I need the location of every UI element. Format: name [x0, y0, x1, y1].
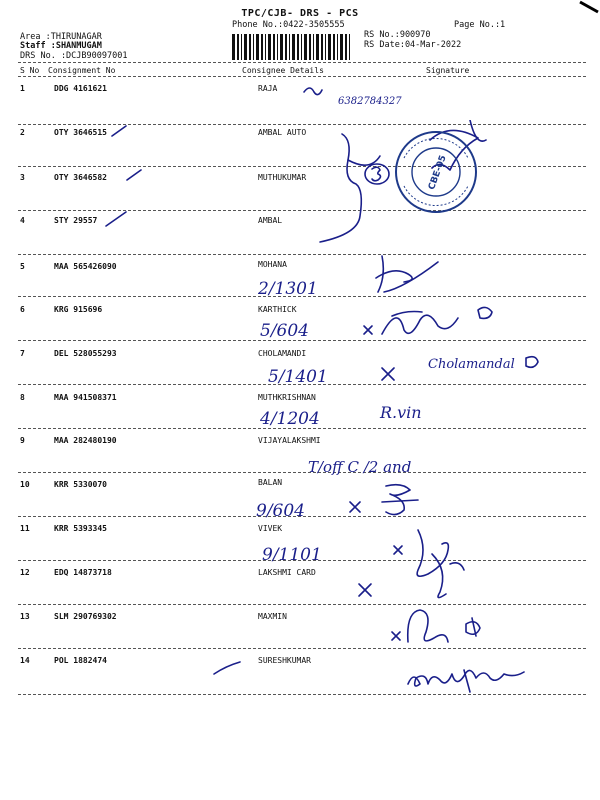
row-consignee: LAKSHMI CARD	[258, 568, 316, 577]
row-sno: 9	[20, 436, 25, 445]
row-consignment: OTY 3646582	[54, 173, 107, 182]
handwritten-note-text: T/off C /2 and	[308, 458, 412, 476]
barcode-bar	[268, 34, 271, 60]
page-title: TPC/CJB- DRS - PCS	[241, 8, 359, 19]
row-rule	[18, 428, 586, 429]
barcode-bar	[237, 34, 239, 60]
row-consignment: MAA 941508371	[54, 393, 117, 402]
row-consignment: SLM 290769302	[54, 612, 117, 621]
row-consignee: BALAN	[258, 478, 283, 487]
row-consignee: RAJA	[258, 84, 278, 93]
row-rule	[18, 560, 586, 561]
drs-number: DRS No. :DCJB90097001	[20, 51, 128, 61]
handwritten-flat-number-text: 4/1204	[260, 409, 320, 429]
barcode-bar	[349, 34, 350, 60]
row-consignment: OTY 3646515	[54, 128, 107, 137]
row-consignee: VIVEK	[258, 524, 283, 533]
rs-number: RS No.:900970	[364, 30, 431, 40]
barcode-bar	[313, 34, 314, 60]
barcode-bar	[328, 34, 331, 60]
row-rule	[18, 694, 586, 695]
barcode-bar	[289, 34, 290, 60]
tick-mark-icon	[110, 124, 130, 138]
row-rule	[18, 604, 586, 605]
row-consignment: DDG 4161621	[54, 84, 107, 93]
barcode-bar	[277, 34, 278, 60]
phone-number: Phone No.:0422-3505555	[232, 20, 345, 30]
row-rule	[18, 296, 586, 297]
handwritten-phone-text: 6382784327	[338, 96, 402, 107]
cross-mark-icon	[356, 582, 374, 598]
row-rule	[18, 124, 586, 125]
column-header-consignee: Consignee Details	[242, 66, 324, 75]
column-header-consignment: Consignment No	[48, 66, 116, 75]
tick-mark-icon	[104, 210, 130, 228]
barcode-bar	[333, 34, 335, 60]
signature-image	[386, 602, 496, 652]
barcode-bar	[337, 34, 338, 60]
row-consignment: KRG 915696	[54, 305, 103, 314]
row-consignee: MOHANA	[258, 260, 287, 269]
column-header-signature: Signature	[426, 66, 470, 75]
row-consignment: DEL 528055293	[54, 349, 117, 358]
barcode-bar	[301, 34, 302, 60]
row-rule	[18, 340, 586, 341]
barcode-bar	[232, 34, 235, 60]
barcode-bar	[280, 34, 283, 60]
row-sno: 14	[20, 656, 30, 665]
row-consignment: KRR 5330070	[54, 480, 107, 489]
handwritten-flat-number-text: 9/604	[256, 501, 305, 521]
row-sno: 7	[20, 349, 25, 358]
handwritten-flat-number	[258, 312, 338, 342]
row-rule	[18, 254, 586, 255]
row-rule	[18, 166, 586, 167]
row-rule	[18, 384, 586, 385]
barcode-bar	[321, 34, 323, 60]
barcode-bar	[340, 34, 343, 60]
row-consignment: EDQ 14873718	[54, 568, 112, 577]
row-consignee: SURESHKUMAR	[258, 656, 311, 665]
handwritten-note	[306, 450, 466, 478]
column-header-rule	[18, 76, 586, 77]
row-sno: 4	[20, 216, 25, 225]
handwritten-phone	[300, 78, 410, 110]
handwritten-flat-number	[260, 538, 350, 568]
barcode-image	[232, 34, 352, 60]
row-consignee: VIJAYALAKSHMI	[258, 436, 321, 445]
barcode-bar	[345, 34, 347, 60]
barcode-bar	[316, 34, 319, 60]
row-consignee: CHOLAMANDI	[258, 349, 307, 358]
row-consignee: MUTHUKUMAR	[258, 173, 307, 182]
row-consignment: MAA 565426090	[54, 262, 117, 271]
barcode-bar	[285, 34, 287, 60]
signature-image	[374, 252, 444, 298]
row-consignee: AMBAL AUTO	[258, 128, 307, 137]
cross-mark-icon	[378, 366, 398, 382]
row-consignee: KARTHICK	[258, 305, 297, 314]
tick-mark-icon	[212, 658, 242, 678]
row-consignee: AMBAL	[258, 216, 283, 225]
row-rule	[18, 210, 586, 211]
row-sno: 2	[20, 128, 25, 137]
barcode-bar	[265, 34, 266, 60]
barcode-bar	[249, 34, 251, 60]
barcode-bar	[297, 34, 299, 60]
handwritten-flat-number-text: 9/1101	[262, 545, 322, 565]
row-consignment: POL 1882474	[54, 656, 107, 665]
row-consignment: KRR 5393345	[54, 524, 107, 533]
handwritten-flat-number	[254, 492, 344, 522]
barcode-bar	[309, 34, 311, 60]
row-consignee: MUTHKRISHNAN	[258, 393, 316, 402]
row-sno: 10	[20, 480, 30, 489]
row-sno: 8	[20, 393, 25, 402]
row-consignment: MAA 282480190	[54, 436, 117, 445]
signature-text: R.vin	[380, 403, 422, 422]
stamp-text: CBE-05	[427, 154, 449, 192]
tick-mark-icon	[125, 168, 145, 182]
header-rule	[18, 62, 586, 63]
row-sno: 6	[20, 305, 25, 314]
barcode-bar	[253, 34, 254, 60]
barcode-bar	[304, 34, 307, 60]
handwritten-flat-number-text: 2/1301	[258, 279, 318, 299]
barcode-bar	[241, 34, 242, 60]
rs-date: RS Date:04-Mar-2022	[364, 40, 462, 50]
company-stamp	[392, 128, 480, 216]
row-rule	[18, 472, 586, 473]
signature-image	[378, 396, 488, 426]
signature-image	[404, 664, 554, 696]
row-rule	[18, 516, 586, 517]
circled-number-icon	[362, 160, 392, 188]
barcode-bar	[256, 34, 259, 60]
handwritten-flat-number-text: 5/604	[260, 321, 309, 341]
barcode-bar	[261, 34, 263, 60]
signature-image	[388, 520, 478, 610]
row-sno: 13	[20, 612, 30, 621]
handwritten-flat-number	[258, 400, 348, 430]
barcode-bar	[244, 34, 247, 60]
row-consignment: STY 29557	[54, 216, 98, 225]
staff-label: Staff :SHANMUGAM	[20, 41, 102, 51]
row-sno: 1	[20, 84, 25, 93]
barcode-bar	[273, 34, 275, 60]
area-label: Area :THIRUNAGAR	[20, 32, 102, 42]
page-number: Page No.:1	[454, 20, 506, 30]
column-header-sno: S No	[20, 66, 40, 75]
row-sno: 12	[20, 568, 30, 577]
row-sno: 11	[20, 524, 30, 533]
handwritten-flat-number-text: 5/1401	[268, 367, 328, 387]
barcode-bar	[292, 34, 295, 60]
signature-image	[424, 346, 548, 380]
row-sno: 5	[20, 262, 25, 271]
row-sno: 3	[20, 173, 25, 182]
row-rule	[18, 648, 586, 649]
barcode-bar	[325, 34, 326, 60]
row-consignee: MAXMIN	[258, 612, 287, 621]
signature-text: Cholamandal	[428, 357, 515, 372]
signature-image	[358, 300, 508, 344]
